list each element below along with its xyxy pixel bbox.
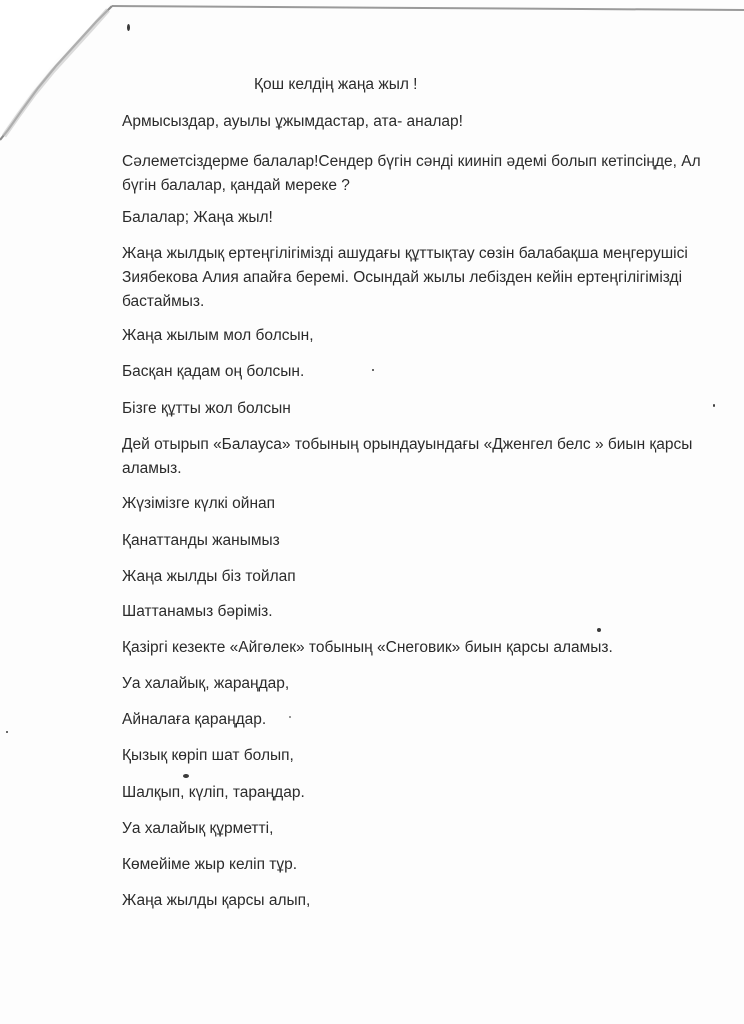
scan-speck <box>6 731 8 733</box>
scan-speck <box>597 628 601 632</box>
scan-speck <box>183 774 189 778</box>
paragraph-balausa-dance: Дей отырып «Балауса» тобының орындауындағы «Дженгел белс » биын қарсы аламыз. <box>122 436 693 477</box>
poem-line-5: Қанаттанды жанымыз <box>122 532 280 549</box>
paragraph-hello-children: Сәлеметсіздерме балалар!Сендер бүгін сәнді кииніп әдемі болып кетіпсіңде, Ал бүгін балалар, қандай мереке ? <box>122 153 701 194</box>
scan-speck <box>289 716 291 718</box>
paragraph-children-answer: Балалар; Жаңа жыл! <box>122 209 273 226</box>
poem-line-11: Шалқып, күліп, тараңдар. <box>122 784 305 801</box>
poem-line-2: Басқан қадам оң болсын. <box>122 363 305 380</box>
poem-line-14: Жаңа жылды қарсы алып, <box>122 892 311 909</box>
poem-line-6: Жаңа жылды біз тойлап <box>122 568 296 585</box>
poem-line-7: Шаттанамыз бәріміз. <box>122 603 273 620</box>
poem-line-12: Уа халайық құрметті, <box>122 820 274 837</box>
poem-line-3: Бізге құтты жол болсын <box>122 400 291 417</box>
scan-speck <box>713 404 715 407</box>
scan-speck <box>372 369 374 371</box>
scan-speck <box>127 24 130 31</box>
poem-line-4: Жүзімізге күлкі ойнап <box>122 495 276 512</box>
document-title: Қош келдің жаңа жыл ! <box>254 76 418 93</box>
poem-line-8: Уа халайық, жараңдар, <box>122 675 290 692</box>
paragraph-aigolek-dance: Қазіргі кезекте «Айгөлек» тобының «Снеговик» биын қарсы аламыз. <box>122 639 613 656</box>
poem-line-13: Көмейіме жыр келіп тұр. <box>122 856 298 873</box>
poem-line-9: Айналаға қараңдар. <box>122 711 267 728</box>
poem-line-10: Қызық көріп шат болып, <box>122 747 294 764</box>
poem-line-1: Жаңа жылым мол болсын, <box>122 327 314 344</box>
paragraph-greeting: Армысыздар, ауылы ұжымдастар, ата- аналар! <box>122 113 463 130</box>
paragraph-opening-speech: Жаңа жылдық ертеңгілігімізді ашудағы құттықтау сөзін балабақша меңгерушісі Зиябекова Алия апайға беремі. Осындай жылы лебізден кейін ертеңгілігімізді бастаймыз. <box>122 245 688 310</box>
